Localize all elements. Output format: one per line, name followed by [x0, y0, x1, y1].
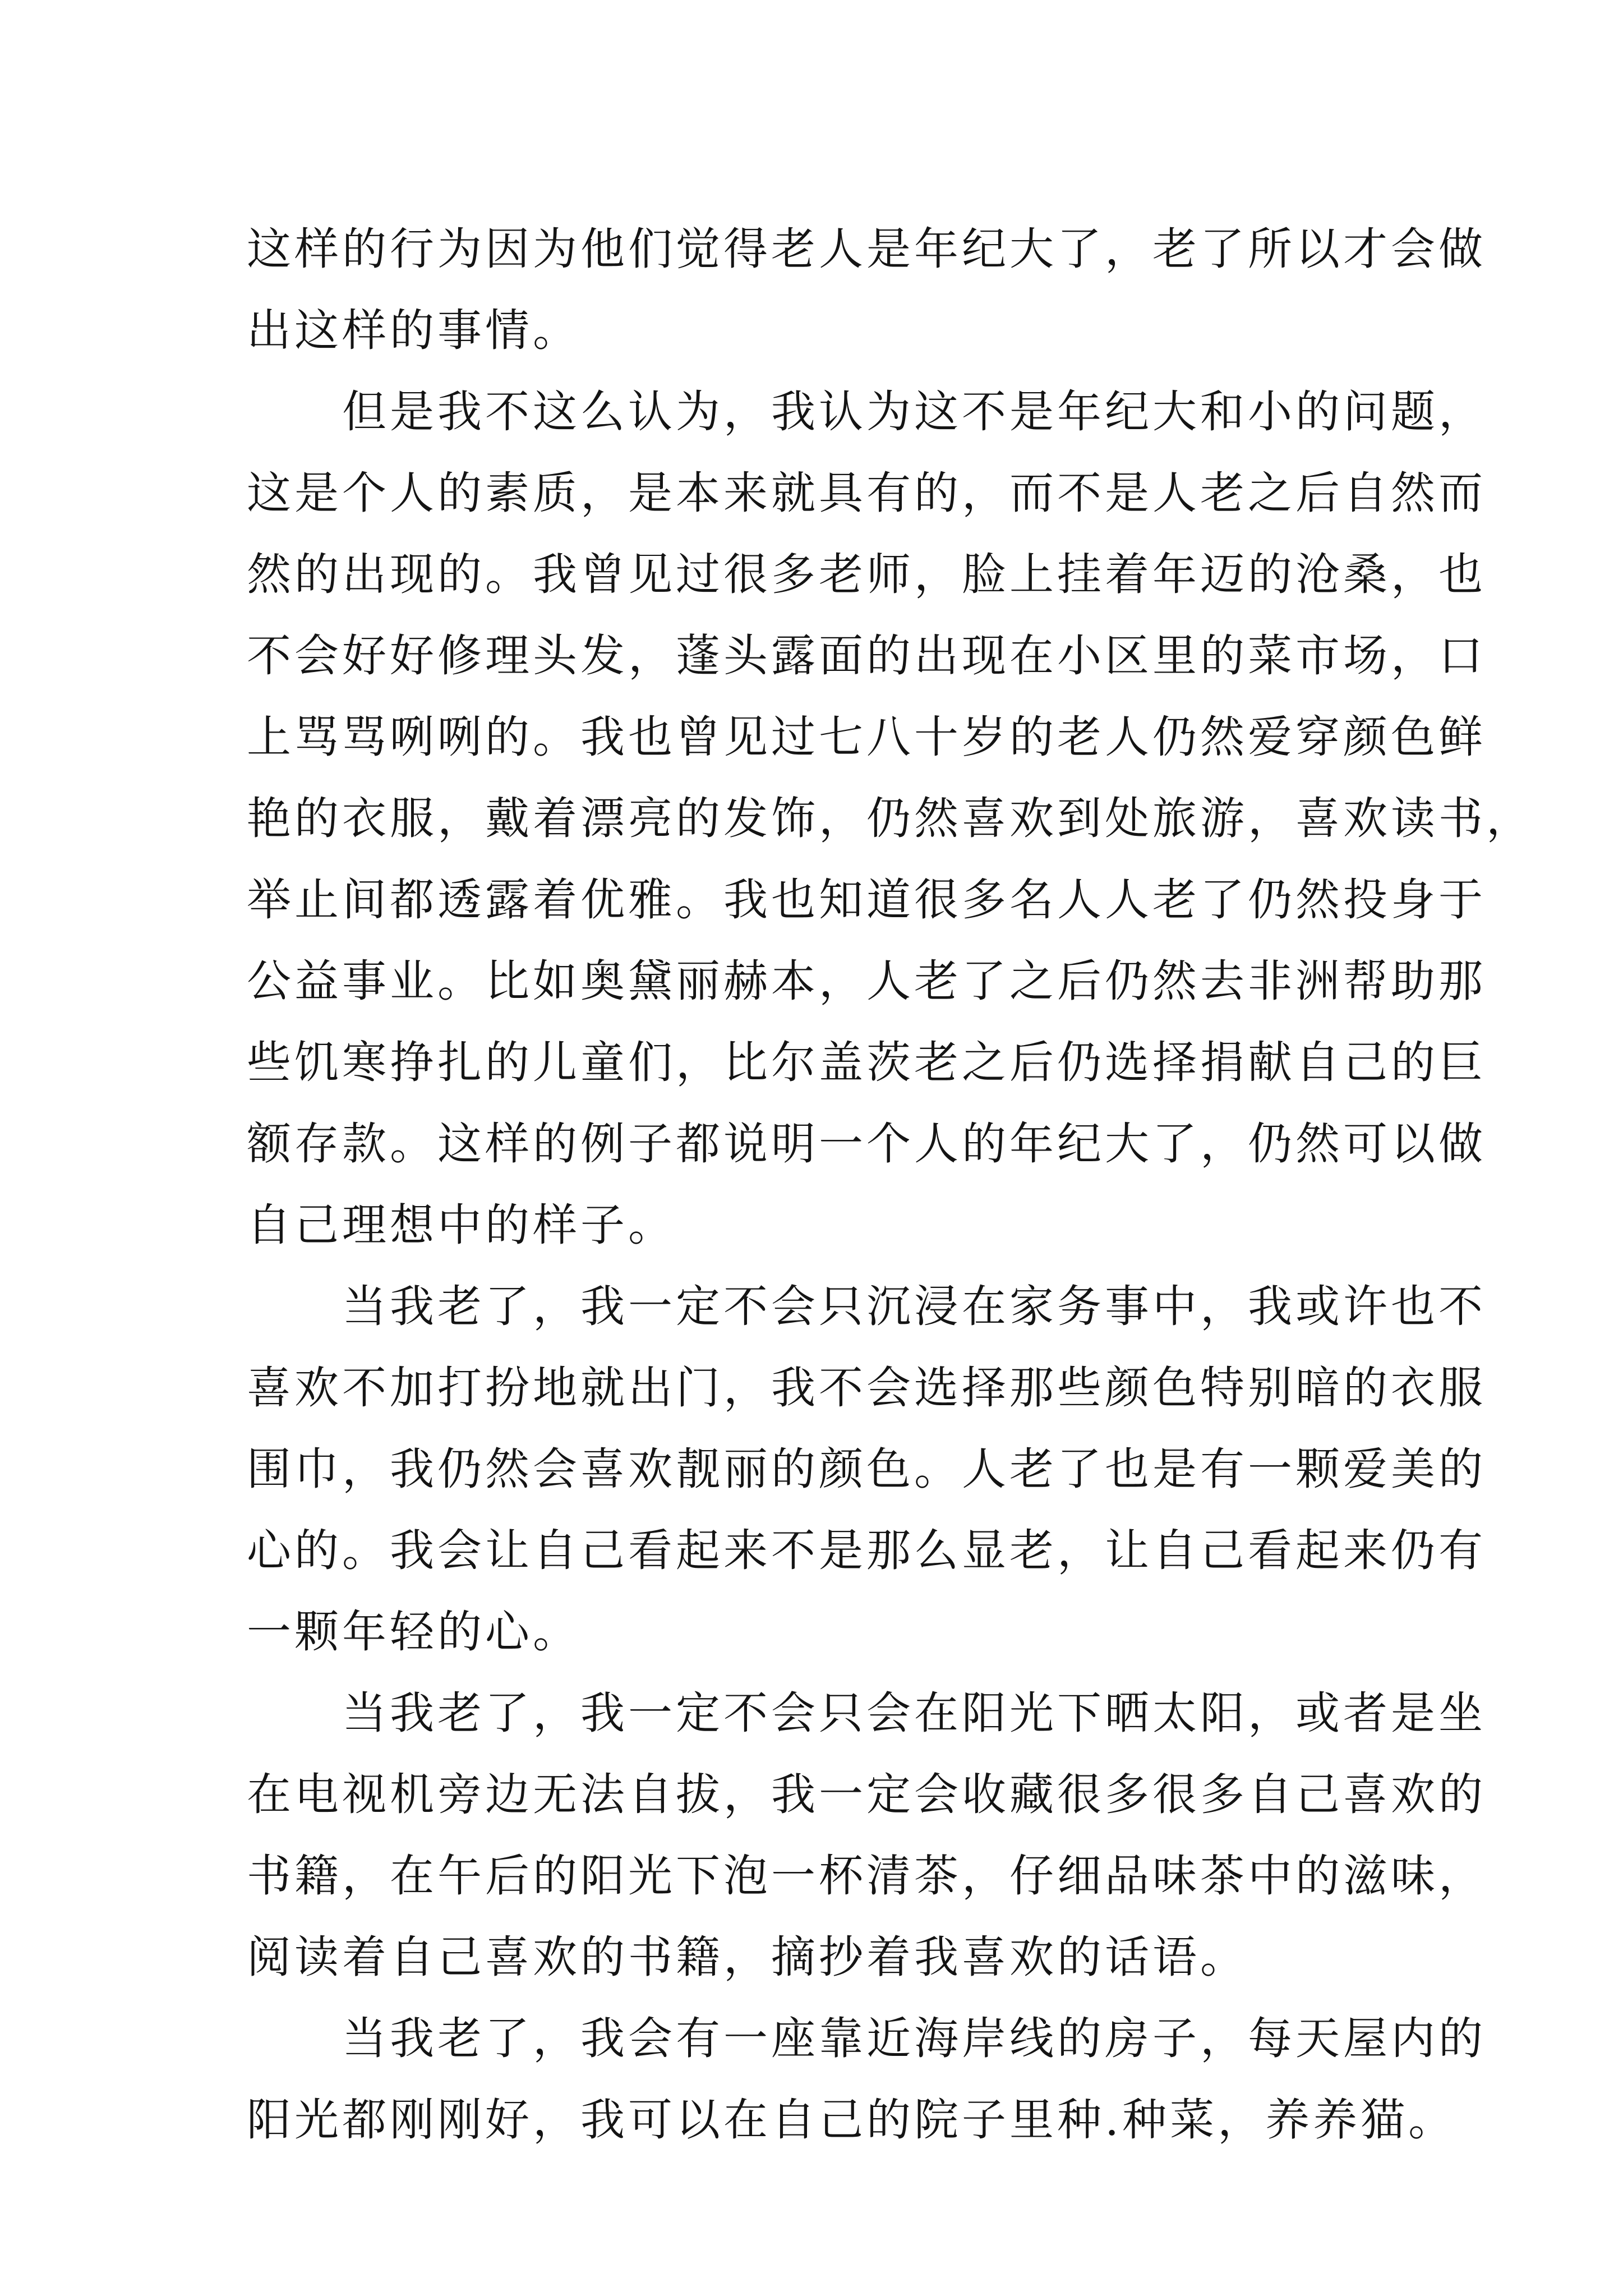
text-line: 额存款。这样的例子都说明一个人的年纪大了，仍然可以做: [247, 1118, 1486, 1170]
text-line: 然的出现的。我曾见过很多老师，脸上挂着年迈的沧桑，也: [247, 549, 1486, 600]
document-body: [247, 209, 1534, 2161]
text-line: 举止间都透露着优雅。我也知道很多名人人老了仍然投身于: [247, 874, 1486, 926]
text-line: 这是个人的素质，是本来就具有的，而不是人老之后自然而: [247, 467, 1486, 519]
text-line: 上骂骂咧咧的。我也曾见过七八十岁的老人仍然爱穿颜色鲜: [247, 711, 1486, 763]
text-line: 但是我不这么认为，我认为这不是年纪大和小的问题，: [342, 386, 1486, 438]
text-line: 出这样的事情。: [247, 305, 580, 356]
text-line: 这样的行为因为他们觉得老人是年纪大了，老了所以才会做: [247, 223, 1486, 275]
text-line: 当我老了，我一定不会只沉浸在家务事中，我或许也不: [342, 1281, 1486, 1332]
text-line: 当我老了，我一定不会只会在阳光下晒太阳，或者是坐: [342, 1687, 1486, 1739]
text-line: 心的。我会让自己看起来不是那么显老，让自己看起来仍有: [247, 1525, 1486, 1576]
text-line: 阳光都刚刚好，我可以在自己的院子里种.种菜，养养猫。: [247, 2094, 1456, 2146]
text-line: 艳的衣服，戴着漂亮的发饰，仍然喜欢到处旅游，喜欢读书，: [247, 793, 1534, 844]
text-line: 喜欢不加打扮地就出门，我不会选择那些颜色特别暗的衣服: [247, 1362, 1486, 1414]
text-line: 自己理想中的样子。: [247, 1199, 676, 1251]
text-line: 在电视机旁边无法自拔，我一定会收藏很多很多自己喜欢的: [247, 1769, 1486, 1820]
text-line: 公益事业。比如奥黛丽赫本，人老了之后仍然去非洲帮助那: [247, 955, 1486, 1007]
text-line: 不会好好修理头发，蓬头露面的出现在小区里的菜市场，口: [247, 630, 1486, 682]
text-line: 书籍，在午后的阳光下泡一杯清茶，仔细品味茶中的滋味，: [247, 1850, 1486, 1902]
text-line: 一颗年轻的心。: [247, 1606, 580, 1658]
text-line: 阅读着自己喜欢的书籍，摘抄着我喜欢的话语。: [247, 1931, 1248, 1983]
text-line: 当我老了，我会有一座靠近海岸线的房子，每天屋内的: [342, 2013, 1486, 2064]
text-line: 围巾，我仍然会喜欢靓丽的颜色。人老了也是有一颗爱美的: [247, 1443, 1486, 1495]
text-line: 些饥寒挣扎的儿童们，比尔盖茨老之后仍选择捐献自己的巨: [247, 1037, 1486, 1088]
